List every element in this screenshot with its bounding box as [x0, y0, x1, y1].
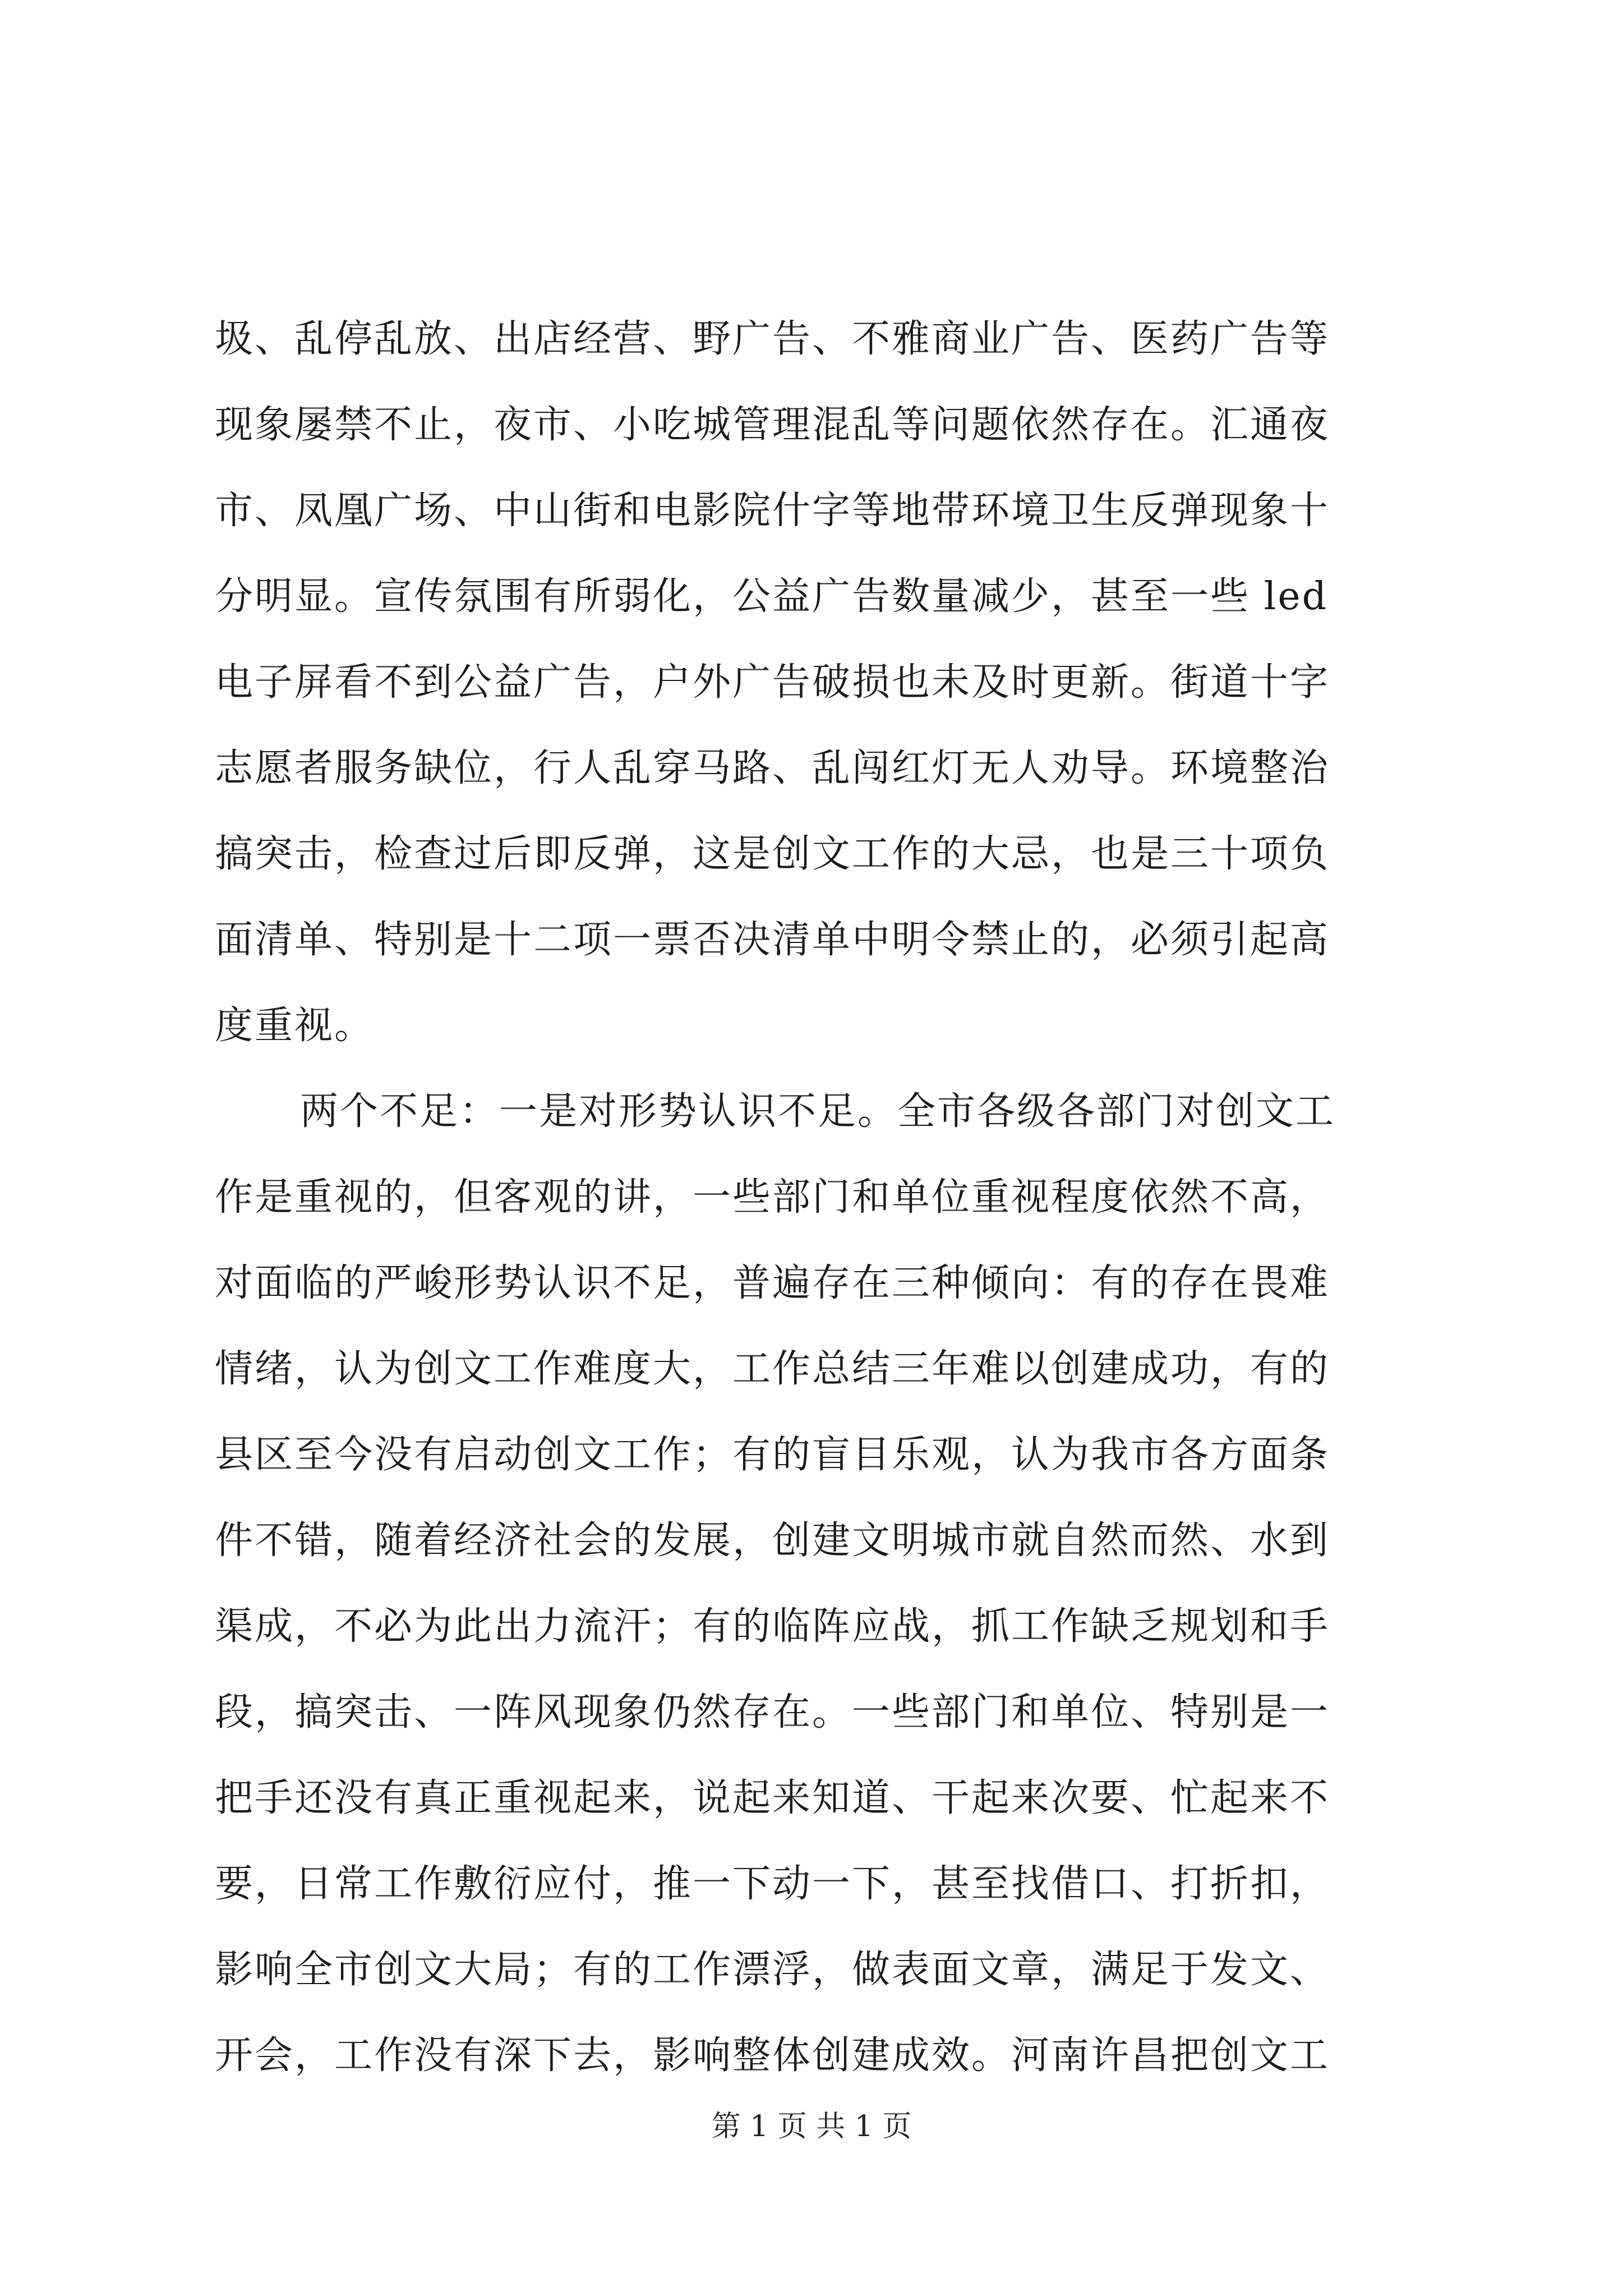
- text-line: 搞突击，检查过后即反弹，这是创文工作的大忌，也是三十项负: [215, 832, 1330, 876]
- text-line: 把手还没有真正重视起来，说起来知道、干起来次要、忙起来不: [215, 1776, 1330, 1820]
- text-line: 段，搞突击、一阵风现象仍然存在。一些部门和单位、特别是一: [215, 1690, 1330, 1734]
- text-line: 对面临的严峻形势认识不足，普遍存在三种倾向：有的存在畏难: [215, 1261, 1330, 1305]
- text-line: 要，日常工作敷衍应付，推一下动一下，甚至找借口、打折扣，: [215, 1862, 1330, 1906]
- text-line: 面清单、特别是十二项一票否决清单中明令禁止的，必须引起高: [215, 918, 1330, 962]
- document-body: [215, 296, 1421, 2099]
- text-line: 两个不足：一是对形势认识不足。全市各级各部门对创文工: [300, 1089, 1336, 1134]
- text-line: 度重视。: [215, 1004, 375, 1048]
- text-line: 作是重视的，但客观的讲，一些部门和单位重视程度依然不高，: [215, 1175, 1330, 1220]
- text-line: 县区至今没有启动创文工作；有的盲目乐观，认为我市各方面条: [215, 1433, 1330, 1477]
- text-line: 影响全市创文大局；有的工作漂浮，做表面文章，满足于发文、: [215, 1948, 1330, 1992]
- text-line: 分明显。宣传氛围有所弱化，公益广告数量减少，甚至一些 led: [215, 574, 1329, 619]
- text-line: 现象屡禁不止，夜市、小吃城管理混乱等问题依然存在。汇通夜: [215, 403, 1330, 447]
- text-line: 电子屏看不到公益广告，户外广告破损也未及时更新。街道十字: [215, 660, 1330, 705]
- text-line: 情绪，认为创文工作难度大，工作总结三年难以创建成功，有的: [215, 1347, 1330, 1391]
- text-line: 市、凤凰广场、中山街和电影院什字等地带环境卫生反弹现象十: [215, 489, 1330, 533]
- page-footer: 第 1 页 共 1 页: [711, 2110, 912, 2143]
- text-line: 圾、乱停乱放、出店经营、野广告、不雅商业广告、医药广告等: [215, 317, 1330, 361]
- text-line: 志愿者服务缺位，行人乱穿马路、乱闯红灯无人劝导。环境整治: [215, 746, 1330, 790]
- text-line: 开会，工作没有深下去，影响整体创建成效。河南许昌把创文工: [215, 2033, 1330, 2078]
- text-line: 渠成，不必为此出力流汗；有的临阵应战，抓工作缺乏规划和手: [215, 1604, 1330, 1649]
- text-line: 件不错，随着经济社会的发展，创建文明城市就自然而然、水到: [215, 1519, 1330, 1563]
